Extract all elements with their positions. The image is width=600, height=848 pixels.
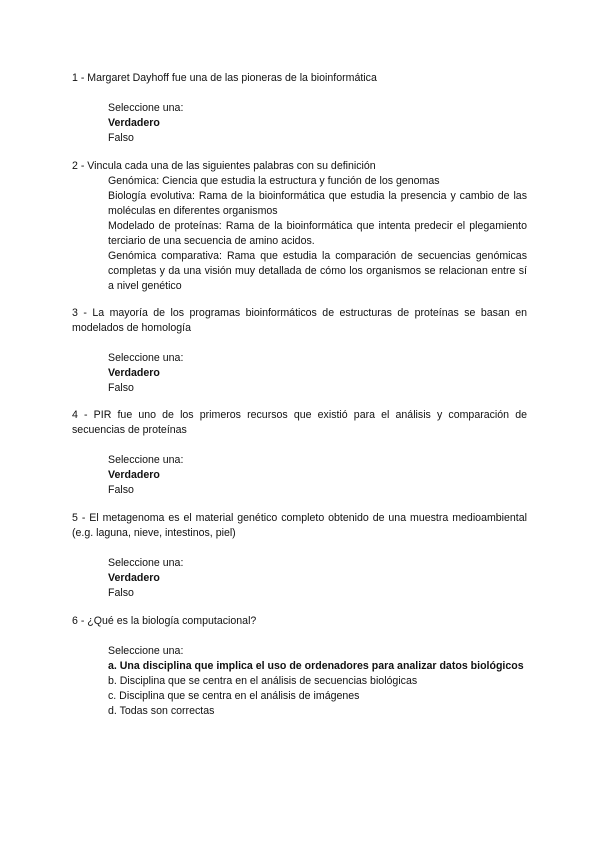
question-1-answer-true: Verdadero: [108, 117, 160, 129]
question-5-text: 5 - El metagenoma es el material genético completo obtenido de una muestra medioambiental (e.g. laguna, nieve, intestinos, piel): [72, 512, 527, 539]
question-5-prompt: Seleccione una:: [108, 557, 184, 569]
question-5-answer-false: Falso: [108, 587, 134, 599]
question-6-option-d: d. Todas son correctas: [108, 705, 215, 717]
question-5-answers: [108, 556, 527, 601]
question-6-answers: [108, 644, 527, 719]
definition-modelado-proteinas: Modelado de proteínas: Rama de la bioinformática que intenta predecir el plegamiento terciario de una secuencia de amino acidos.: [108, 220, 527, 247]
question-3-text: 3 - La mayoría de los programas bioinformáticos de estructuras de proteínas se basan en modelados de homología: [72, 307, 527, 334]
question-4: [72, 408, 527, 498]
question-1-answers: [108, 101, 527, 146]
question-3-prompt: Seleccione una:: [108, 352, 184, 364]
definition-genomica: Genómica: Ciencia que estudia la estructura y función de los genomas: [108, 175, 440, 187]
question-5-answer-true: Verdadero: [108, 572, 160, 584]
question-3-answer-false: Falso: [108, 382, 134, 394]
question-1-prompt: Seleccione una:: [108, 102, 184, 114]
question-6-option-a: a. Una disciplina que implica el uso de ordenadores para analizar datos biológicos: [108, 660, 524, 672]
question-6: [72, 614, 527, 719]
question-4-prompt: Seleccione una:: [108, 454, 184, 466]
question-5: [72, 511, 527, 601]
question-6-option-c: c. Disciplina que se centra en el análisis de imágenes: [108, 690, 360, 702]
question-1-text: 1 - Margaret Dayhoff fue una de las pioneras de la bioinformática: [72, 72, 377, 84]
question-6-prompt: Seleccione una:: [108, 645, 184, 657]
question-2-text: 2 - Vincula cada una de las siguientes palabras con su definición: [72, 160, 376, 172]
question-4-answers: [108, 453, 527, 498]
question-6-option-b: b. Disciplina que se centra en el análisis de secuencias biológicas: [108, 675, 418, 687]
definition-genomica-comparativa: Genómica comparativa: Rama que estudia la comparación de secuencias genómicas completas y da una visión muy detallada de cómo los organismos se relacionan entre sí a nivel genético: [108, 250, 527, 292]
question-1-answer-false: Falso: [108, 132, 134, 144]
question-4-answer-false: Falso: [108, 484, 134, 496]
question-2: [72, 159, 527, 294]
question-3: [72, 306, 527, 396]
question-4-answer-true: Verdadero: [108, 469, 160, 481]
definition-biologia-evolutiva: Biología evolutiva: Rama de la bioinformática que estudia la presencia y cambio de las moléculas en diferentes organismos: [108, 190, 527, 217]
question-4-text: 4 - PIR fue uno de los primeros recursos que existió para el análisis y comparación de secuencias de proteínas: [72, 409, 527, 436]
question-1: [72, 71, 527, 146]
question-3-answer-true: Verdadero: [108, 367, 160, 379]
question-3-answers: [108, 351, 527, 396]
question-6-text: 6 - ¿Qué es la biología computacional?: [72, 615, 257, 627]
